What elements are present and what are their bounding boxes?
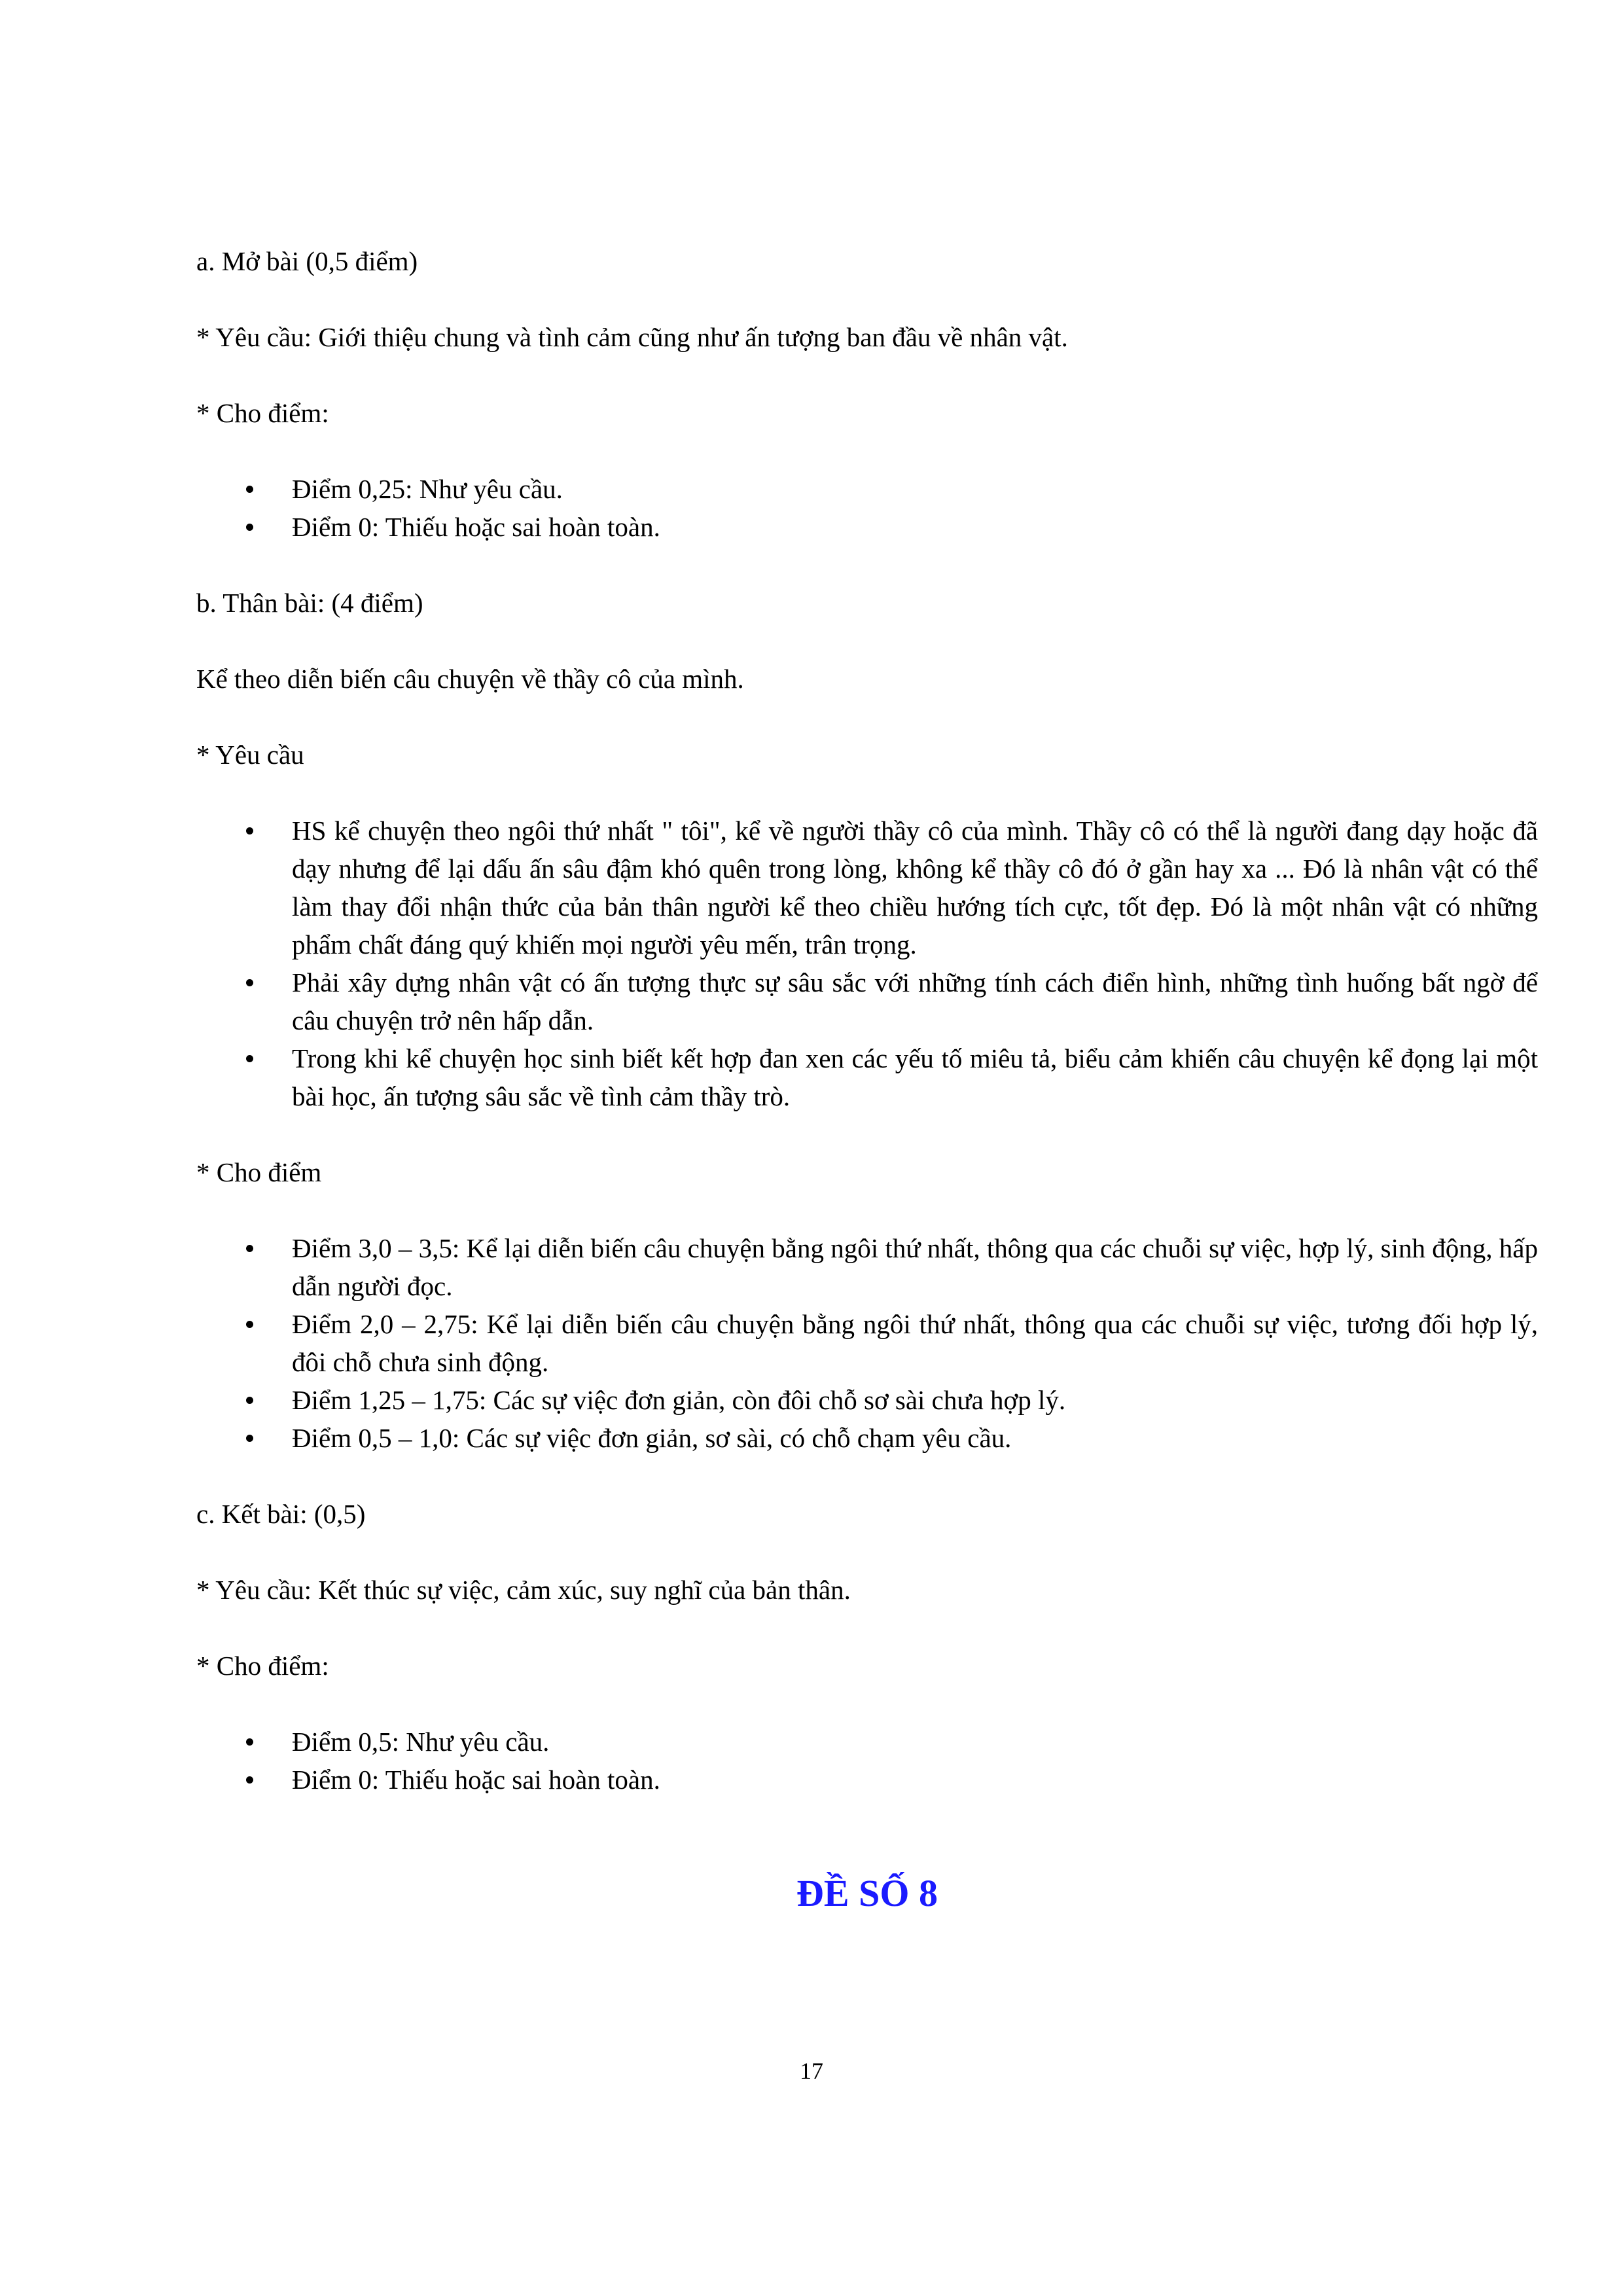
section-c-requirement: * Yêu cầu: Kết thúc sự việc, cảm xúc, suy nghĩ của bản thân.	[196, 1575, 851, 1605]
bullet-icon	[246, 1321, 253, 1328]
bullet-icon	[246, 1397, 253, 1404]
bullet-icon	[246, 1245, 253, 1252]
bullet-icon	[246, 486, 253, 493]
list-item: Điểm 3,0 – 3,5: Kể lại diễn biến câu chuyện bằng ngôi thứ nhất, thông qua các chuỗi sự việc, hợp lý, sinh động, hấp dẫn người đọc.	[196, 1229, 1538, 1305]
list-item: Điểm 0: Thiếu hoặc sai hoàn toàn.	[196, 1761, 1538, 1799]
section-b-intro: Kể theo diễn biến câu chuyện về thầy cô của mình.	[196, 664, 744, 694]
list-item: Điểm 0,5: Như yêu cầu.	[196, 1723, 1538, 1761]
list-item: Phải xây dựng nhân vật có ấn tượng thực sự sâu sắc với những tính cách điển hình, những tình huống bất ngờ để câu chuyện trở nên hấp dẫn.	[196, 963, 1538, 1039]
bullet-icon	[246, 827, 253, 834]
list-item: Điểm 0,25: Như yêu cầu.	[196, 470, 1538, 508]
list-item: HS kể chuyện theo ngôi thứ nhất " tôi", kể về người thầy cô của mình. Thầy cô có thể là người đang dạy hoặc đã dạy nhưng để lại dấu ấn sâu đậm khó quên trong lòng, không kể thầy cô đó ở gần hay xa ... Đó là nhân vật có thể làm thay đổi nhận thức của bản thân người kể theo chiều hướng tích cực, tốt đẹp. Đó là một nhân vật có những phẩm chất đáng quý khiến mọi người yêu mến, trân trọng.	[196, 812, 1538, 963]
page-number: 17	[800, 2058, 823, 2084]
list-item: Trong khi kể chuyện học sinh biết kết hợp đan xen các yếu tố miêu tả, biểu cảm khiến câu chuyện kể đọng lại một bài học, ấn tượng sâu sắc về tình cảm thầy trò.	[196, 1039, 1538, 1115]
list-item: Điểm 2,0 – 2,75: Kể lại diễn biến câu chuyện bằng ngôi thứ nhất, thông qua các chuỗi sự việc, tương đối hợp lý, đôi chỗ chưa sinh động.	[196, 1305, 1538, 1381]
section-c-scoring-list	[196, 1723, 1538, 1799]
section-b-requirements-list	[196, 812, 1538, 1115]
section-a-scoring-list	[196, 470, 1538, 546]
section-b-scoring-list	[196, 1229, 1538, 1457]
section-b-scoring-label: * Cho điểm	[196, 1157, 322, 1187]
section-a-requirement: * Yêu cầu: Giới thiệu chung và tình cảm cũng như ấn tượng ban đầu về nhân vật.	[196, 322, 1068, 352]
section-a-title: a. Mở bài (0,5 điểm)	[196, 246, 418, 276]
section-b-requirement-label: * Yêu cầu	[196, 740, 304, 770]
section-c-title: c. Kết bài: (0,5)	[196, 1499, 366, 1529]
bullet-icon	[246, 524, 253, 531]
document-body	[196, 242, 1538, 1916]
section-b-title: b. Thân bài: (4 điểm)	[196, 588, 423, 618]
list-item: Điểm 1,25 – 1,75: Các sự việc đơn giản, còn đôi chỗ sơ sài chưa hợp lý.	[196, 1381, 1538, 1419]
section-a-scoring-label: * Cho điểm:	[196, 398, 329, 428]
bullet-icon	[246, 1055, 253, 1062]
next-exam-heading: ĐỀ SỐ 8	[796, 1872, 938, 1914]
bullet-icon	[246, 1776, 253, 1784]
bullet-icon	[246, 1435, 253, 1442]
section-c-scoring-label: * Cho điểm:	[196, 1651, 329, 1681]
bullet-icon	[246, 1738, 253, 1746]
list-item: Điểm 0: Thiếu hoặc sai hoàn toàn.	[196, 508, 1538, 546]
bullet-icon	[246, 979, 253, 986]
list-item: Điểm 0,5 – 1,0: Các sự việc đơn giản, sơ sài, có chỗ chạm yêu cầu.	[196, 1419, 1538, 1457]
